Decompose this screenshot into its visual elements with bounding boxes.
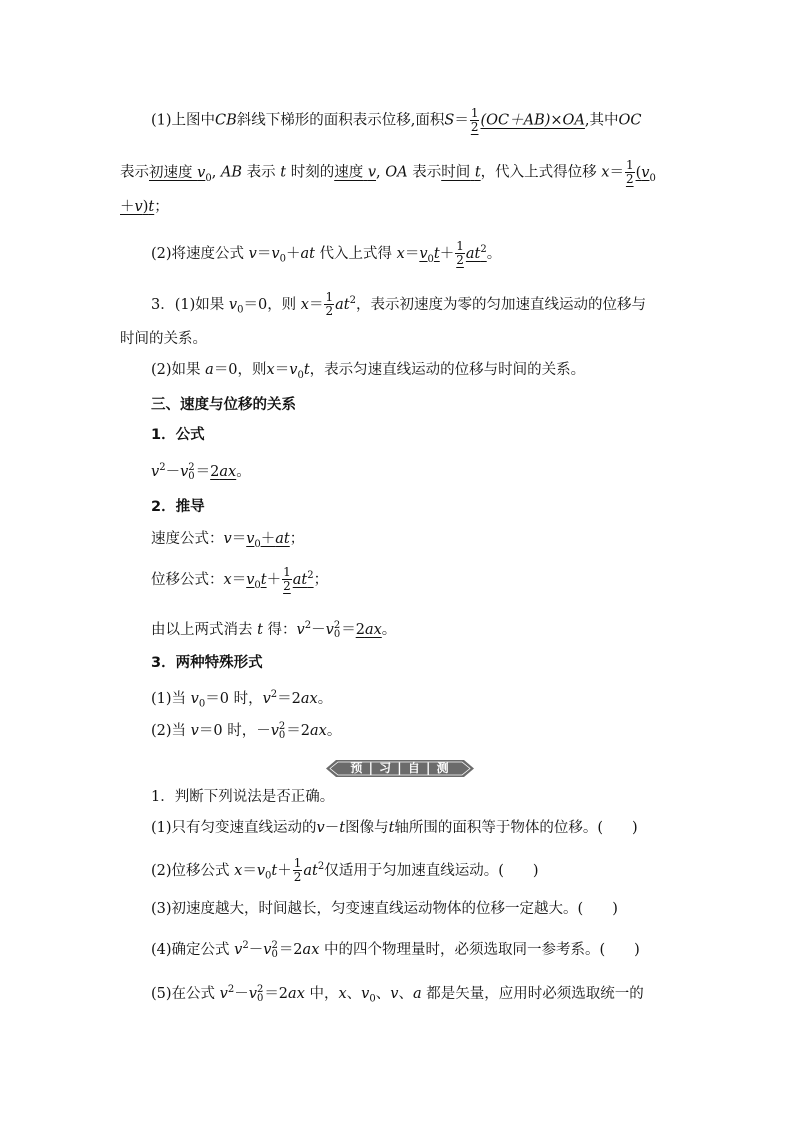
para-substitute: (2)将速度公式 $v=v_0+at$ 代入上式得 $x=v_0t+$ $\frac{1}{2}$ $at^2$。 <box>151 239 502 268</box>
derivation-velocity-formula: 速度公式：$v=v_0+at$； <box>151 531 305 550</box>
section-heading-3: 三、速度与位移的关系 <box>151 397 296 413</box>
question-3: (3)初速度越大，时间越长，匀变速直线运动物体的位移一定越大。( ) <box>151 901 618 917</box>
para-special-v0: 3．(1)如果 $v_0=0$，则 x＝ $\frac{1}{2}$ $at^2$，表示初速度为零的匀加速直线运动的位移与 <box>151 290 646 319</box>
question-5: (5)在公式 $v^2-v$ 2 0 ＝2ax 中，x、$v_0$、v、a 都是矢量，应用时必须选取统一的 <box>151 983 644 1005</box>
derivation-displacement-formula: 位移公式：$x=v_0t+$ $\frac{1}{2}$ $at^2$； <box>151 565 329 594</box>
para-area-explanation-cont: 表示初速度 $v_0$, AB 表示 t 时刻的速度 v, OA 表示时间 t，代入上式得位移 x＝ $\frac{1}{2}$ ($v_0$ <box>120 158 656 186</box>
subheading-formula: 1．公式 <box>151 427 205 443</box>
question-intro: 1．判断下列说法是否正确。 <box>151 789 335 805</box>
para-special-v0-cont: 时间的关系。 <box>120 331 207 347</box>
formula-velocity-displacement: $v^2-v$ 2 0 ＝2ax。 <box>151 461 251 482</box>
subheading-derivation: 2．推导 <box>151 499 205 515</box>
derivation-eliminate-t: 由以上两式消去 t 得：$v^2-v$ 2 0 ＝2ax。 <box>151 619 397 640</box>
question-2: (2)位移公式 $x=v_0t+$ $\frac{1}{2}$ $at^2$仅适用于匀加速直线运动。( ) <box>151 856 539 885</box>
para-area-explanation-end: ＋v)t； <box>120 199 169 215</box>
banner-label: 预 | 习 | 自 | 测 <box>350 761 450 775</box>
question-4: (4)确定公式 $v^2-v$ 2 0 ＝2ax 中的四个物理量时，必须选取同一参考系。( ) <box>151 939 640 960</box>
question-1: (1)只有匀变速直线运动的v－t图像与t轴所围的面积等于物体的位移。( ) <box>151 820 638 836</box>
subheading-special-forms: 3．两种特殊形式 <box>151 655 263 671</box>
preview-self-test-banner <box>326 760 474 777</box>
special-form-1: (1)当 $v_0=0$ 时，$v^2=2ax$。 <box>151 689 333 710</box>
para-area-explanation: (1)上图中CB斜线下梯形的面积表示位移,面积S＝ $\frac{1}{2}$ (OC＋AB)×OA,其中OC <box>151 106 642 134</box>
para-special-a0: (2)如果 a＝0，则$x=v_0t$，表示匀速直线运动的位移与时间的关系。 <box>151 362 586 381</box>
special-form-2: (2)当 v＝0 时，－v 2 0 ＝2ax。 <box>151 721 342 741</box>
